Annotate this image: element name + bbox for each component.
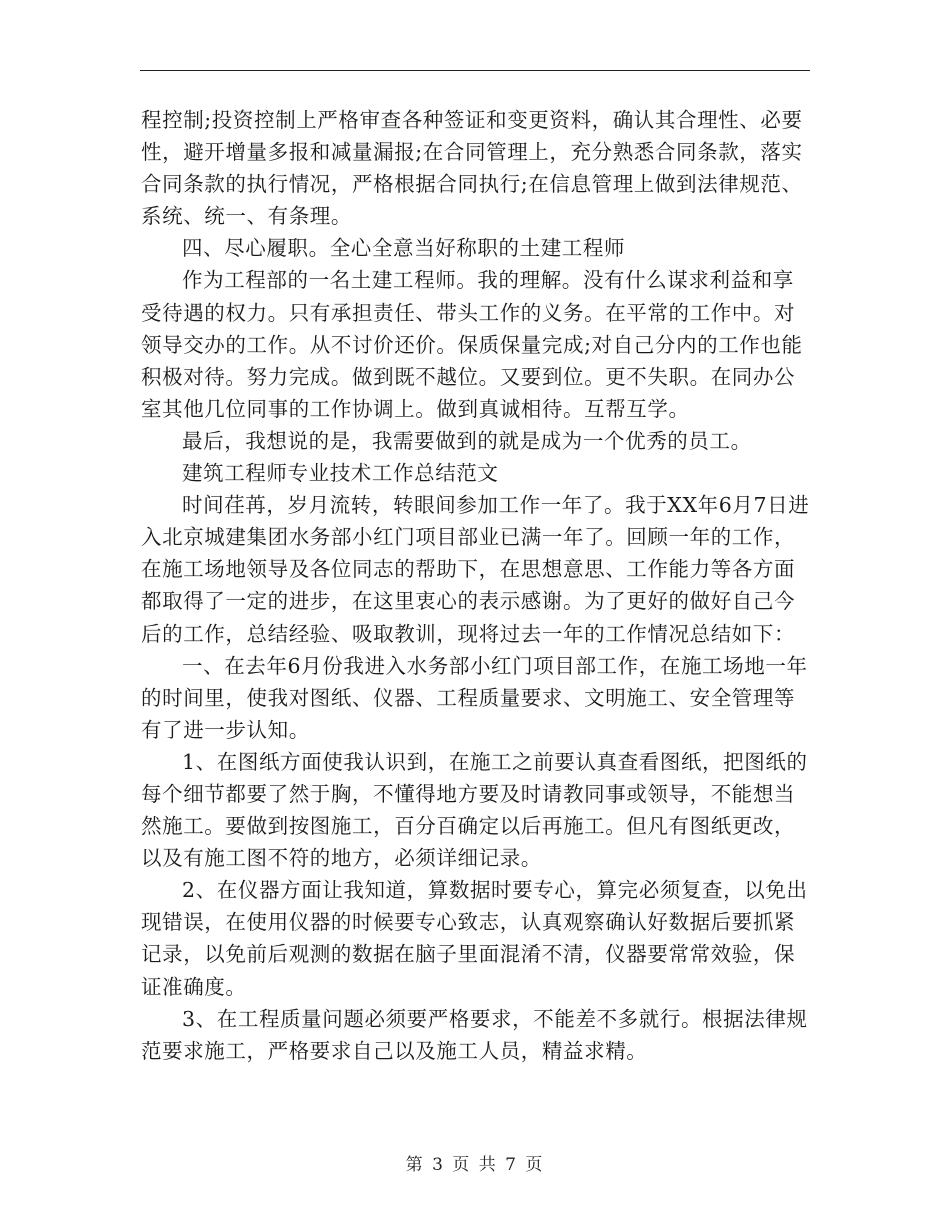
paragraph-8: 1、在图纸方面使我认识到，在施工之前要认真查看图纸，把图纸的每个细节都要了然于胸，不懂得地方要及时请教同事或领导，不能想当然施工。要做到按图施工，百分百确定以后再施工。但凡有图纸更改，以及有施工图不符的地方，必须详细记录。 <box>141 749 808 871</box>
paragraph-6: 时间荏苒，岁月流转，转眼间参加工作一年了。我于XX年6月7日进入北京城建集团水务部小红门项目部业已满一年了。回顾一年的工作，在施工场地领导及各位同志的帮助下，在思想意思、工作能力等各方面都取得了一定的进步，在这里衷心的表示感谢。为了更好的做好自己今后的工作，总结经验、吸取教训，现将过去一年的工作情况总结如下： <box>141 493 810 646</box>
paragraph-1: 程控制;投资控制上严格审查各种签证和变更资料，确认其合理性、必要性，避开增量多报和减量漏报;在合同管理上，充分熟悉合同条款，落实合同条款的执行情况，严格根据合同执行;在信息管理上做到法律规范、系统、统一、有条理。 <box>141 108 803 229</box>
section-title: 建筑工程师专业技术工作总结范文 <box>182 461 499 486</box>
header-rule <box>140 70 810 71</box>
page-number: 第 3 页 共 7 页 <box>405 1155 545 1175</box>
paragraph-10: 3、在工程质量问题必须要严格要求，不能差不多就行。根据法律规范要求施工，严格要求自己以及施工人员，精益求精。 <box>141 1006 808 1063</box>
paragraph-2: 四、尽心履职。全心全意当好称职的土建工程师 <box>182 236 626 261</box>
paragraph-9: 2、在仪器方面让我知道，算数据时要专心，算完必须复查，以免出现错误，在使用仪器的时候要专心致志，认真观察确认好数据后要抓紧记录，以免前后观测的数据在脑子里面混淆不清，仪器要常常效验，保证准确度。 <box>141 878 808 999</box>
paragraph-3: 作为工程部的一名土建工程师。我的理解。没有什么谋求利益和享受待遇的权力。只有承担责任、带头工作的义务。在平常的工作中。对领导交办的工作。从不讨价还价。保质保量完成;对自己分内的工作也能积极对待。努力完成。做到既不越位。又要到位。更不失职。在同办公室其他几位同事的工作协调上。做到真诚相待。互帮互学。 <box>141 268 803 421</box>
document-body <box>141 104 810 1067</box>
paragraph-7: 一、在去年6月份我进入水务部小红门项目部工作，在施工场地一年的时间里，使我对图纸、仪器、工程质量要求、文明施工、安全管理等有了进一步认知。 <box>141 653 808 742</box>
paragraph-4: 最后，我想说的是，我需要做到的就是成为一个优秀的员工。 <box>182 428 752 453</box>
